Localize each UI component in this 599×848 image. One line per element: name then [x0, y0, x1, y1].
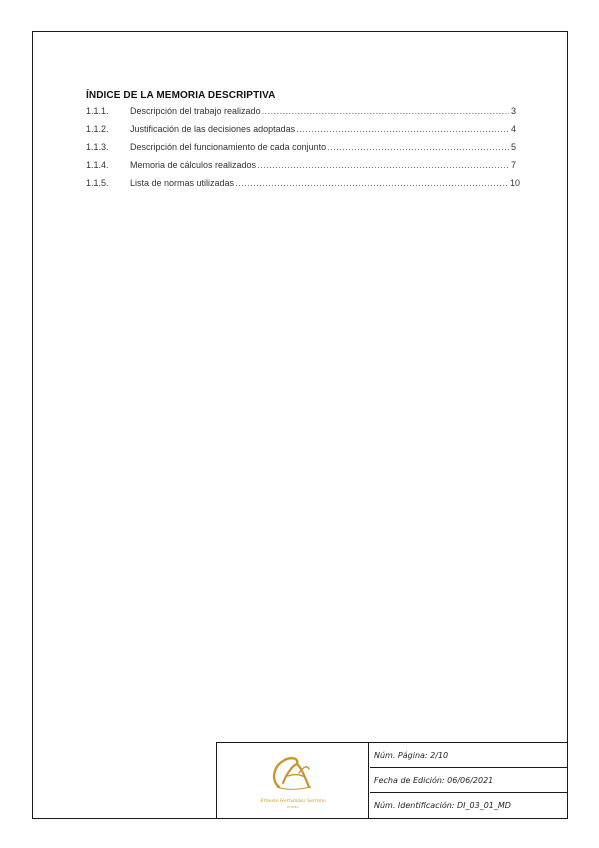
toc-entry[interactable]: [86, 122, 516, 140]
toc-entry[interactable]: [86, 176, 521, 194]
toc-entry-title: Justificación de las decisiones adoptadas: [130, 124, 296, 134]
toc-entry-page: 5: [510, 142, 516, 152]
toc-entry-page: 4: [510, 124, 516, 134]
toc-entry[interactable]: [86, 104, 516, 122]
footer-info-box: [216, 742, 568, 819]
toc-entry-title: Descripción del trabajo realizado: [130, 106, 261, 116]
logo-signature: Ernesto Hernández Serrano: [260, 799, 326, 804]
toc-leader-dots: [296, 122, 509, 136]
toc-entry[interactable]: [86, 158, 516, 176]
toc-entry-page: 3: [510, 106, 516, 116]
toc-title: ÍNDICE DE LA MEMORIA DESCRIPTIVA: [86, 90, 276, 101]
logo: [217, 743, 369, 819]
page-number: Núm. Página: 2/10: [370, 743, 568, 768]
identification-number: Núm. Identificación: DI_03_01_MD: [374, 801, 511, 810]
toc-entry-title: Descripción del funcionamiento de cada conjunto: [130, 142, 327, 152]
toc-entry-number: 1.1.5.: [86, 178, 109, 188]
toc-entry-number: 1.1.2.: [86, 124, 109, 134]
logo-small-text: DISEÑO: [287, 806, 299, 809]
table-of-contents: [86, 90, 521, 194]
toc-entry-title: Lista de normas utilizadas: [130, 178, 235, 188]
toc-leader-dots: [257, 158, 509, 172]
toc-leader-dots: [327, 140, 509, 154]
toc-entry-page: 7: [510, 160, 516, 170]
edition-date: Fecha de Edición: 06/06/2021: [370, 768, 568, 793]
logo-mark-icon: [217, 743, 369, 819]
toc-entry[interactable]: [86, 140, 516, 158]
toc-entry-number: 1.1.1.: [86, 106, 109, 116]
toc-leader-dots: [262, 104, 509, 118]
toc-entry-number: 1.1.4.: [86, 160, 109, 170]
toc-entry-page: 10: [510, 178, 521, 188]
toc-entry-title: Memoria de cálculos realizados: [130, 160, 257, 170]
toc-entry-number: 1.1.3.: [86, 142, 109, 152]
toc-leader-dots: [235, 176, 509, 190]
